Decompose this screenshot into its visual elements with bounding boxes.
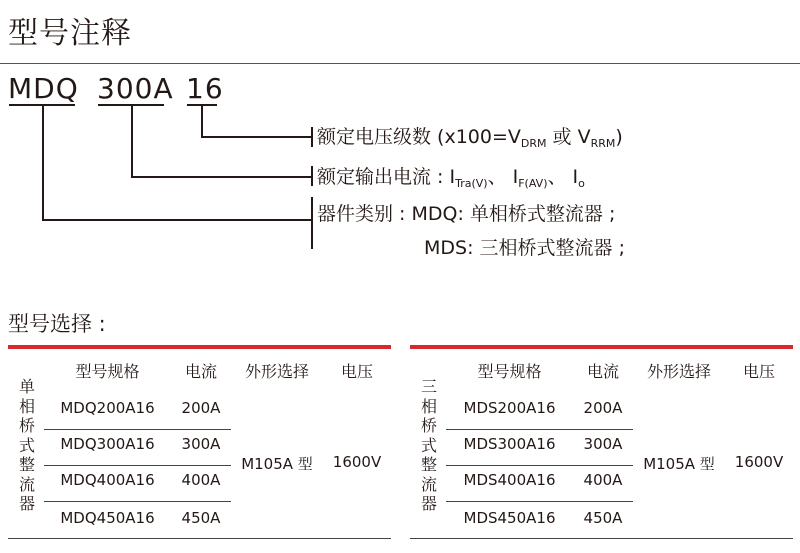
- table-single-phase: [8, 345, 391, 545]
- bracket-category: [311, 197, 313, 249]
- table-row-model: MDS300A16: [463, 435, 556, 453]
- table-row-current: 450A: [583, 509, 623, 527]
- table-row-current: 450A: [181, 509, 221, 527]
- connector-voltage-horizontal: [201, 136, 311, 138]
- code-voltage: 16: [186, 72, 224, 105]
- connector-current-horizontal: [131, 176, 311, 178]
- table-row-current: 300A: [583, 435, 623, 453]
- table-row-model: MDQ450A16: [60, 509, 155, 527]
- table-row-model: MDS400A16: [463, 471, 556, 489]
- table-accent-bar: [8, 345, 391, 349]
- legend-voltage: 额定电压级数 ($x100=V_{DRM}$ 或 $V_{RRM}$): [317, 126, 623, 150]
- table-accent-bar: [410, 345, 793, 349]
- table-three-phase: [410, 345, 793, 545]
- code-current: 300A: [97, 72, 174, 105]
- side-label: 单 相 桥 式 整 流 器: [18, 377, 35, 513]
- package-value: M105A 型: [643, 455, 715, 473]
- code-series: MDQ: [8, 72, 79, 105]
- table-row-model: MDS200A16: [463, 399, 556, 417]
- header-current: 电流: [184, 362, 217, 381]
- header-voltage: 电压: [742, 362, 775, 381]
- bracket-current: [311, 166, 313, 186]
- table-row-current: 200A: [181, 399, 221, 417]
- table-row-model: MDQ400A16: [60, 471, 155, 489]
- legend-current: 额定输出电流 : $I_{Tra(V)}$、 $I_{F(AV)}$、 $I_o$: [317, 166, 585, 190]
- header-package: 外形选择: [244, 362, 309, 381]
- header-voltage: 电压: [340, 362, 373, 381]
- page-title: 型号注释: [8, 16, 132, 51]
- voltage-value: 1600V: [734, 453, 784, 471]
- bracket-voltage: [311, 127, 313, 147]
- title-divider: [0, 63, 800, 64]
- header-package: 外形选择: [646, 362, 711, 381]
- side-label: 三 相 桥 式 整 流 器: [420, 377, 437, 513]
- table-row-model: MDQ300A16: [60, 435, 155, 453]
- connector-category-horizontal: [42, 219, 312, 221]
- header-current: 电流: [586, 362, 619, 381]
- voltage-value: 1600V: [332, 453, 382, 471]
- header-model: 型号规格: [75, 362, 140, 381]
- table-row-model: MDS450A16: [463, 509, 556, 527]
- connector-current-vertical: [131, 105, 133, 177]
- table-row-current: 200A: [583, 399, 623, 417]
- connector-voltage-vertical: [201, 105, 203, 137]
- selection-title: 型号选择 :: [8, 312, 106, 336]
- table-row-current: 400A: [181, 471, 221, 489]
- table-row-current: 300A: [181, 435, 221, 453]
- package-value: M105A 型: [241, 455, 313, 473]
- table-row-model: MDQ200A16: [60, 399, 155, 417]
- connector-category-vertical: [42, 105, 44, 220]
- legend-category-three: MDS: 三相桥式整流器 ;: [424, 237, 625, 259]
- table-row-current: 400A: [583, 471, 623, 489]
- legend-category-single: 器件类别 : MDQ: 单相桥式整流器 ;: [317, 203, 616, 225]
- header-model: 型号规格: [477, 362, 542, 381]
